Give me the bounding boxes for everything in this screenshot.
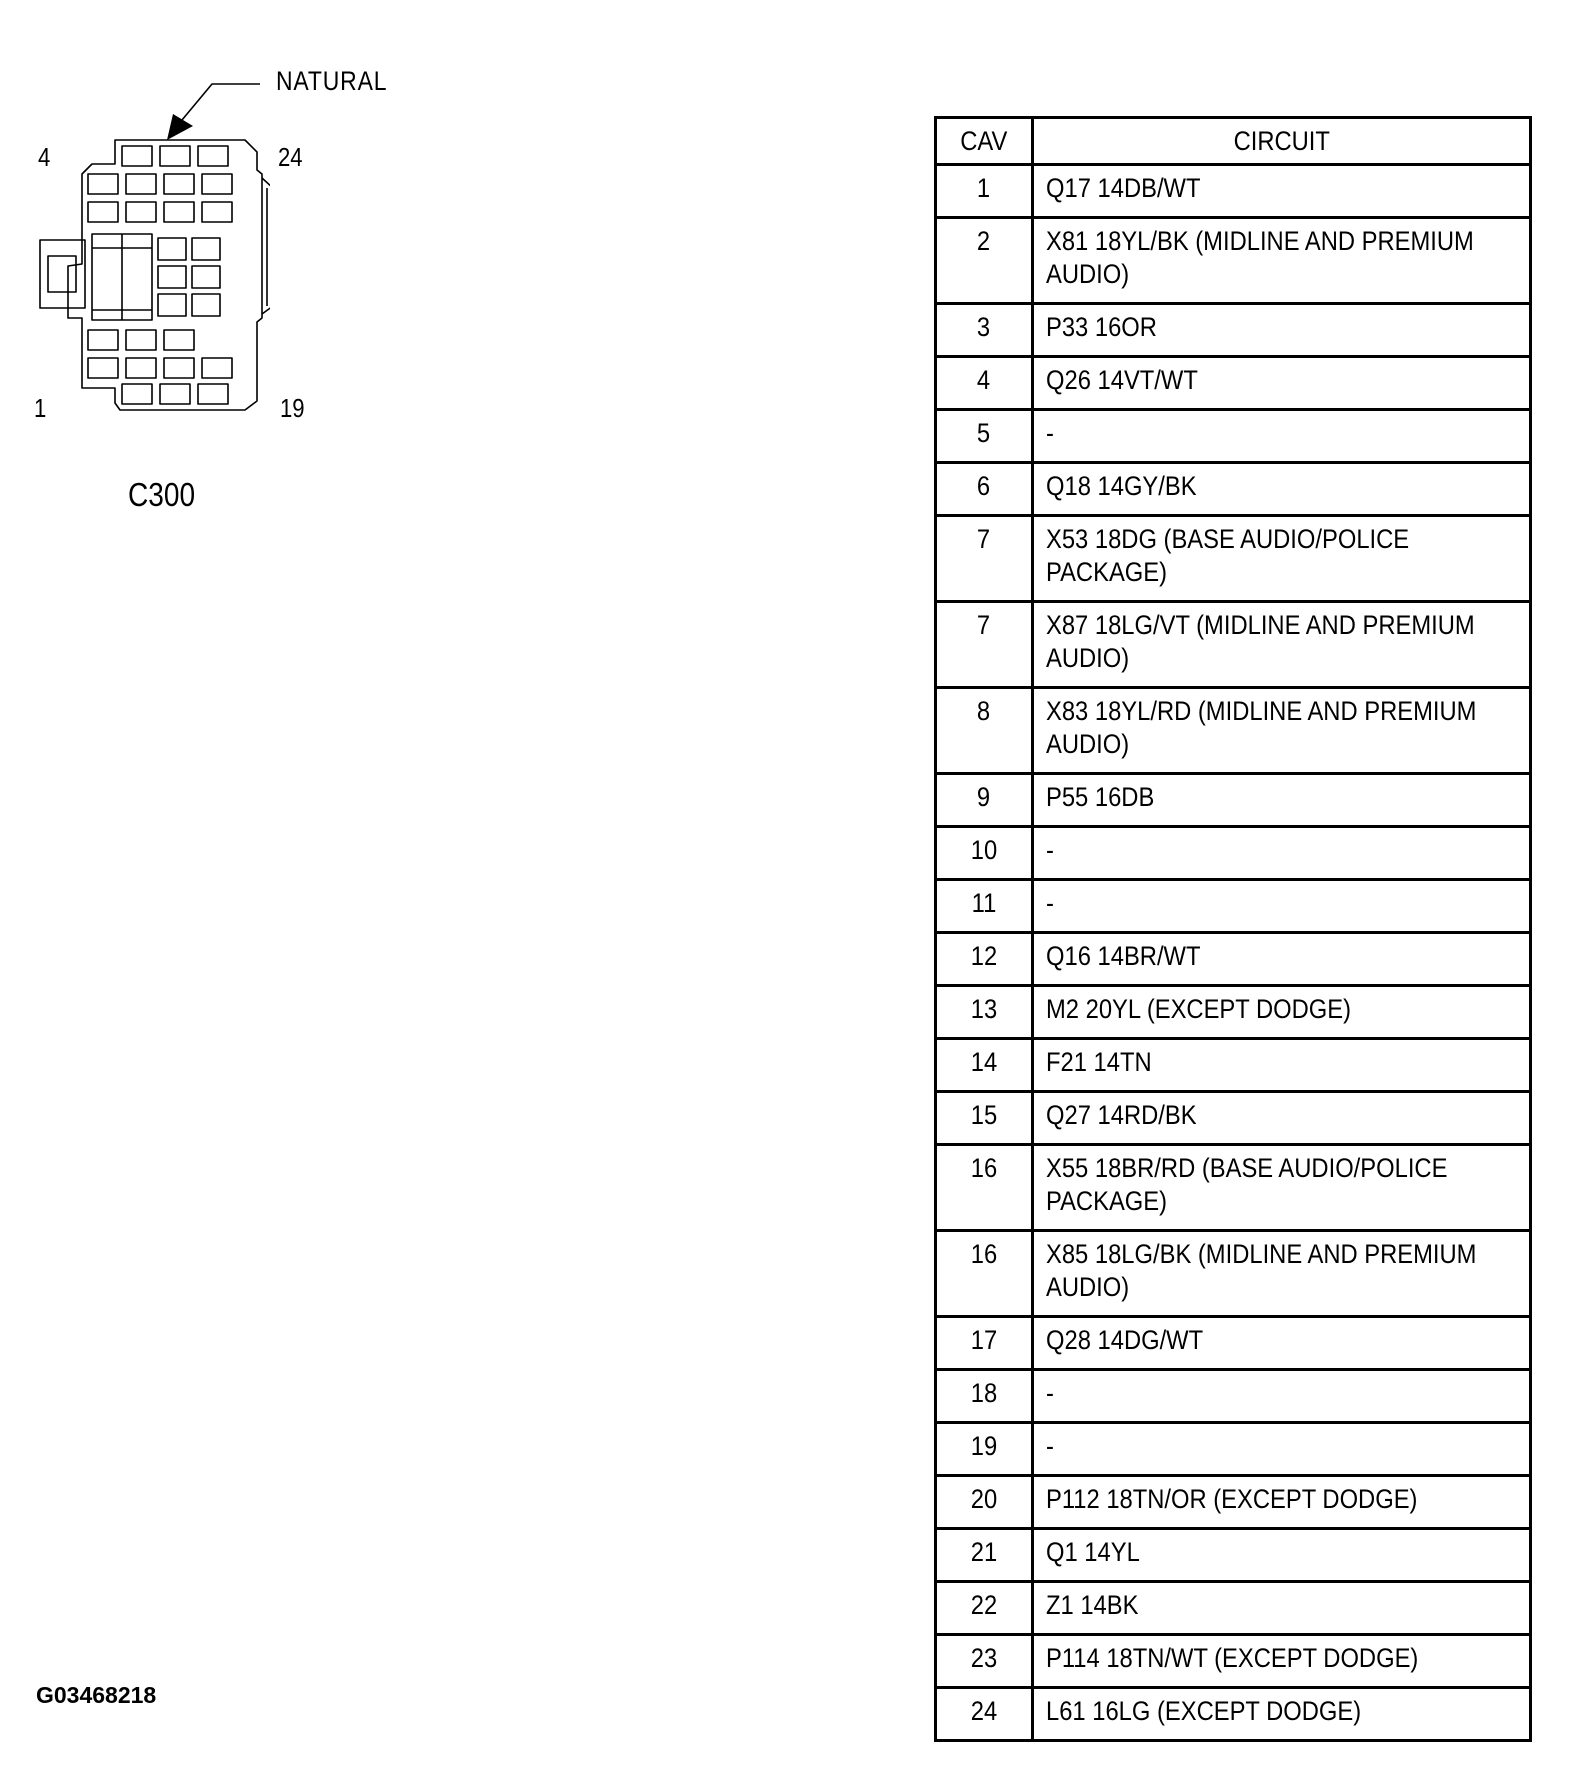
connector-c300-face-diagram: [30, 78, 270, 418]
cav-cell: 7: [936, 602, 1033, 688]
circuit-cell: -: [1033, 880, 1531, 933]
cav-cell: 21: [936, 1529, 1033, 1582]
cav-cell: 10: [936, 827, 1033, 880]
circuit-cell: -: [1033, 1423, 1531, 1476]
table-row: [936, 1370, 1531, 1423]
circuit-cell: Q18 14GY/BK: [1033, 463, 1531, 516]
circuit-cell: X85 18LG/BK (MIDLINE AND PREMIUM AUDIO): [1033, 1231, 1531, 1317]
pin-label-top-right: 24: [278, 142, 303, 172]
circuit-cell: P114 18TN/WT (EXCEPT DODGE): [1033, 1635, 1531, 1688]
cav-cell: 3: [936, 304, 1033, 357]
table-body: [936, 165, 1531, 1741]
cav-cell: 8: [936, 688, 1033, 774]
circuit-cell: Q27 14RD/BK: [1033, 1092, 1531, 1145]
table-row: [936, 463, 1531, 516]
circuit-cell: Q16 14BR/WT: [1033, 933, 1531, 986]
header-circuit: CIRCUIT: [1033, 118, 1531, 165]
table-row: [936, 1635, 1531, 1688]
circuit-cell: F21 14TN: [1033, 1039, 1531, 1092]
pin-label-bottom-left: 1: [34, 393, 47, 423]
cav-cell: 13: [936, 986, 1033, 1039]
circuit-cell: -: [1033, 1370, 1531, 1423]
cav-cell: 7: [936, 516, 1033, 602]
circuit-cell: X53 18DG (BASE AUDIO/POLICE PACKAGE): [1033, 516, 1531, 602]
table-row: [936, 304, 1531, 357]
connector-color-label: NATURAL: [276, 66, 388, 96]
cav-cell: 9: [936, 774, 1033, 827]
table-row: [936, 1317, 1531, 1370]
table-row: [936, 218, 1531, 304]
table-row: [936, 688, 1531, 774]
circuit-cell: -: [1033, 827, 1531, 880]
table-row: [936, 933, 1531, 986]
circuit-cell: X83 18YL/RD (MIDLINE AND PREMIUM AUDIO): [1033, 688, 1531, 774]
circuit-cell: -: [1033, 410, 1531, 463]
cavity-circuit-table: [934, 116, 1532, 1742]
table-row: [936, 986, 1531, 1039]
table-row: [936, 1145, 1531, 1231]
circuit-cell: Q17 14DB/WT: [1033, 165, 1531, 218]
table-row: [936, 774, 1531, 827]
cav-cell: 15: [936, 1092, 1033, 1145]
table-row: [936, 1231, 1531, 1317]
circuit-cell: Q28 14DG/WT: [1033, 1317, 1531, 1370]
cav-cell: 11: [936, 880, 1033, 933]
cav-cell: 12: [936, 933, 1033, 986]
circuit-cell: X55 18BR/RD (BASE AUDIO/POLICE PACKAGE): [1033, 1145, 1531, 1231]
table-header-row: [936, 118, 1531, 165]
cav-cell: 23: [936, 1635, 1033, 1688]
circuit-cell: P33 16OR: [1033, 304, 1531, 357]
cav-cell: 16: [936, 1145, 1033, 1231]
table-row: [936, 880, 1531, 933]
circuit-cell: M2 20YL (EXCEPT DODGE): [1033, 986, 1531, 1039]
table-row: [936, 357, 1531, 410]
cav-cell: 22: [936, 1582, 1033, 1635]
table-row: [936, 1688, 1531, 1741]
cav-cell: 4: [936, 357, 1033, 410]
table-row: [936, 1582, 1531, 1635]
table-row: [936, 165, 1531, 218]
cav-cell: 6: [936, 463, 1033, 516]
table-row: [936, 602, 1531, 688]
cav-cell: 14: [936, 1039, 1033, 1092]
circuit-cell: L61 16LG (EXCEPT DODGE): [1033, 1688, 1531, 1741]
connector-name: C300: [128, 476, 196, 513]
cav-cell: 2: [936, 218, 1033, 304]
table-row: [936, 827, 1531, 880]
header-cav: CAV: [936, 118, 1033, 165]
cav-cell: 20: [936, 1476, 1033, 1529]
circuit-cell: Z1 14BK: [1033, 1582, 1531, 1635]
pin-label-top-left: 4: [38, 142, 51, 172]
cav-cell: 1: [936, 165, 1033, 218]
cav-cell: 5: [936, 410, 1033, 463]
cav-cell: 16: [936, 1231, 1033, 1317]
table-row: [936, 1476, 1531, 1529]
cav-cell: 19: [936, 1423, 1033, 1476]
cav-cell: 24: [936, 1688, 1033, 1741]
table-row: [936, 1039, 1531, 1092]
cav-cell: 18: [936, 1370, 1033, 1423]
table-row: [936, 1092, 1531, 1145]
circuit-cell: Q26 14VT/WT: [1033, 357, 1531, 410]
cav-cell: 17: [936, 1317, 1033, 1370]
circuit-cell: P112 18TN/OR (EXCEPT DODGE): [1033, 1476, 1531, 1529]
circuit-cell: X81 18YL/BK (MIDLINE AND PREMIUM AUDIO): [1033, 218, 1531, 304]
table-row: [936, 1529, 1531, 1582]
circuit-cell: P55 16DB: [1033, 774, 1531, 827]
table-row: [936, 516, 1531, 602]
figure-id: G03468218: [36, 1682, 157, 1708]
pin-label-bottom-right: 19: [280, 393, 305, 423]
circuit-cell: X87 18LG/VT (MIDLINE AND PREMIUM AUDIO): [1033, 602, 1531, 688]
circuit-cell: Q1 14YL: [1033, 1529, 1531, 1582]
table-row: [936, 410, 1531, 463]
table-row: [936, 1423, 1531, 1476]
